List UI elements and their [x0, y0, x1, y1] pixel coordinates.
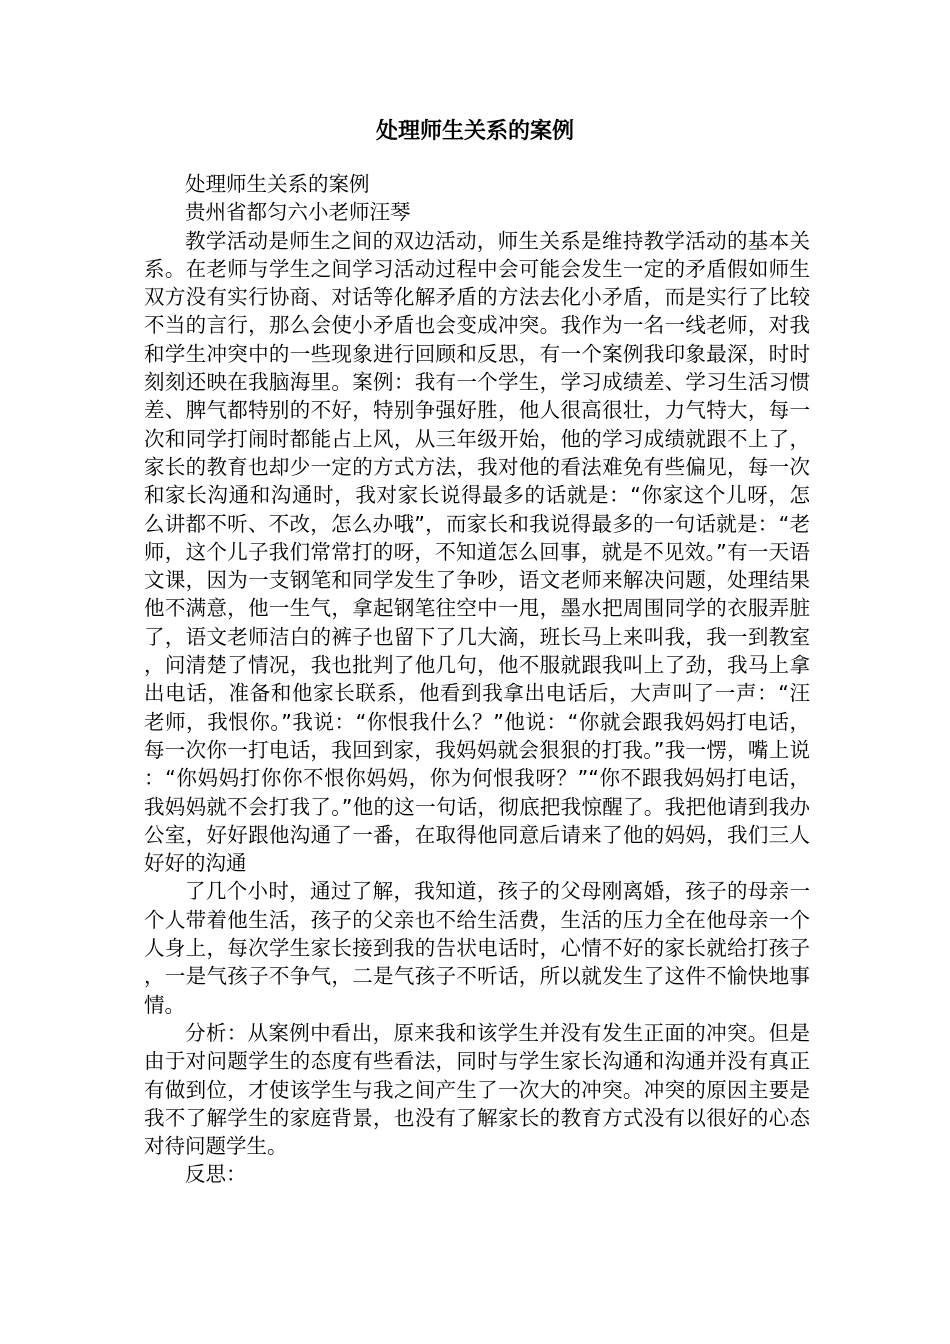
paragraph-case: 教学活动是师生之间的双边活动，师生关系是维持教学活动的基本关系。在老师与学生之间学习活动过程中会可能会发生一定的矛盾假如师生双方没有实行协商、对话等化解矛盾的方法去化小矛盾，而是实行了比较不当的言行，那么会使小矛盾也会变成冲突。我作为一名一线老师，对我和学生冲突中的一些现象进行回顾和反思，有一个案例我印象最深，时时刻刻还映在我脑海里。案例：我有一个学生，学习成绩差、学习生活习惯差、脾气都特别的不好，特别争强好胜，他人很高很壮，力气特大，每一次和同学打闹时都能占上风，从三年级开始，他的学习成绩就跟不上了，家长的教育也却少一定的方式方法，我对他的看法难免有些偏见，每一次和家长沟通和沟通时，我对家长说得最多的话就是：“你家这个儿呀，怎么讲都不听、不改，怎么办哦”，而家长和我说得最多的一句话就是：“老师，这个儿子我们常常打的呀，不知道怎么回事，就是不见效。”有一天语文课，因为一支钢笔和同学发生了争吵，语文老师来解决问题，处理结果他不满意，他一生气，拿起钢笔往空中一甩，墨水把周围同学的衣服弄脏了，语文老师洁白的裤子也留下了几大滴，班长马上来叫我，我一到教室，问清楚了情况，我也批判了他几句，他不服就跟我叫上了劲，我马上拿出电话，准备和他家长联系，他看到我拿出电话后，大声叫了一声：“汪老师，我恨你。”我说：“你恨我什么？”他说：“你就会跟我妈妈打电话，每一次你一打电话，我回到家，我妈妈就会狠狠的打我。”我一愣，嘴上说：“你妈妈打你你不恨你妈妈，你为何恨我呀？”“你不跟我妈妈打电话，我妈妈就不会打我了。”他的这一句话，彻底把我惊醒了。我把他请到我办公室，好好跟他沟通了一番，在取得他同意后请来了他的妈妈，我们三人好好的沟通	[144, 228, 810, 876]
paragraph-case-continued: 了几个小时，通过了解，我知道，孩子的父母刚离婚，孩子的母亲一个人带着他生活，孩子的父亲也不给生活费，生活的压力全在他母亲一个人身上，每次学生家长接到我的告状电话时，心情不好的家长就给打孩子，一是气孩子不争气，二是气孩子不听话，所以就发生了这件不愉快地事情。	[144, 879, 810, 1017]
document-title: 处理师生关系的案例	[375, 119, 574, 144]
paragraph-reflection: 反思：	[185, 1162, 247, 1187]
document-body	[144, 170, 810, 1189]
paragraph-analysis: 分析：从案例中看出，原来我和该学生并没有发生正面的冲突。但是由于对问题学生的态度有些看法，同时与学生家长沟通和沟通并没有真正有做到位，才使该学生与我之间产生了一次大的冲突。冲突的原因主要是我不了解学生的家庭背景，也没有了解家长的教育方式没有以很好的心态对待问题学生。	[144, 1020, 810, 1159]
paragraph-author: 贵州省都匀六小老师汪琴	[185, 200, 411, 225]
paragraph-subtitle: 处理师生关系的案例	[185, 172, 370, 196]
